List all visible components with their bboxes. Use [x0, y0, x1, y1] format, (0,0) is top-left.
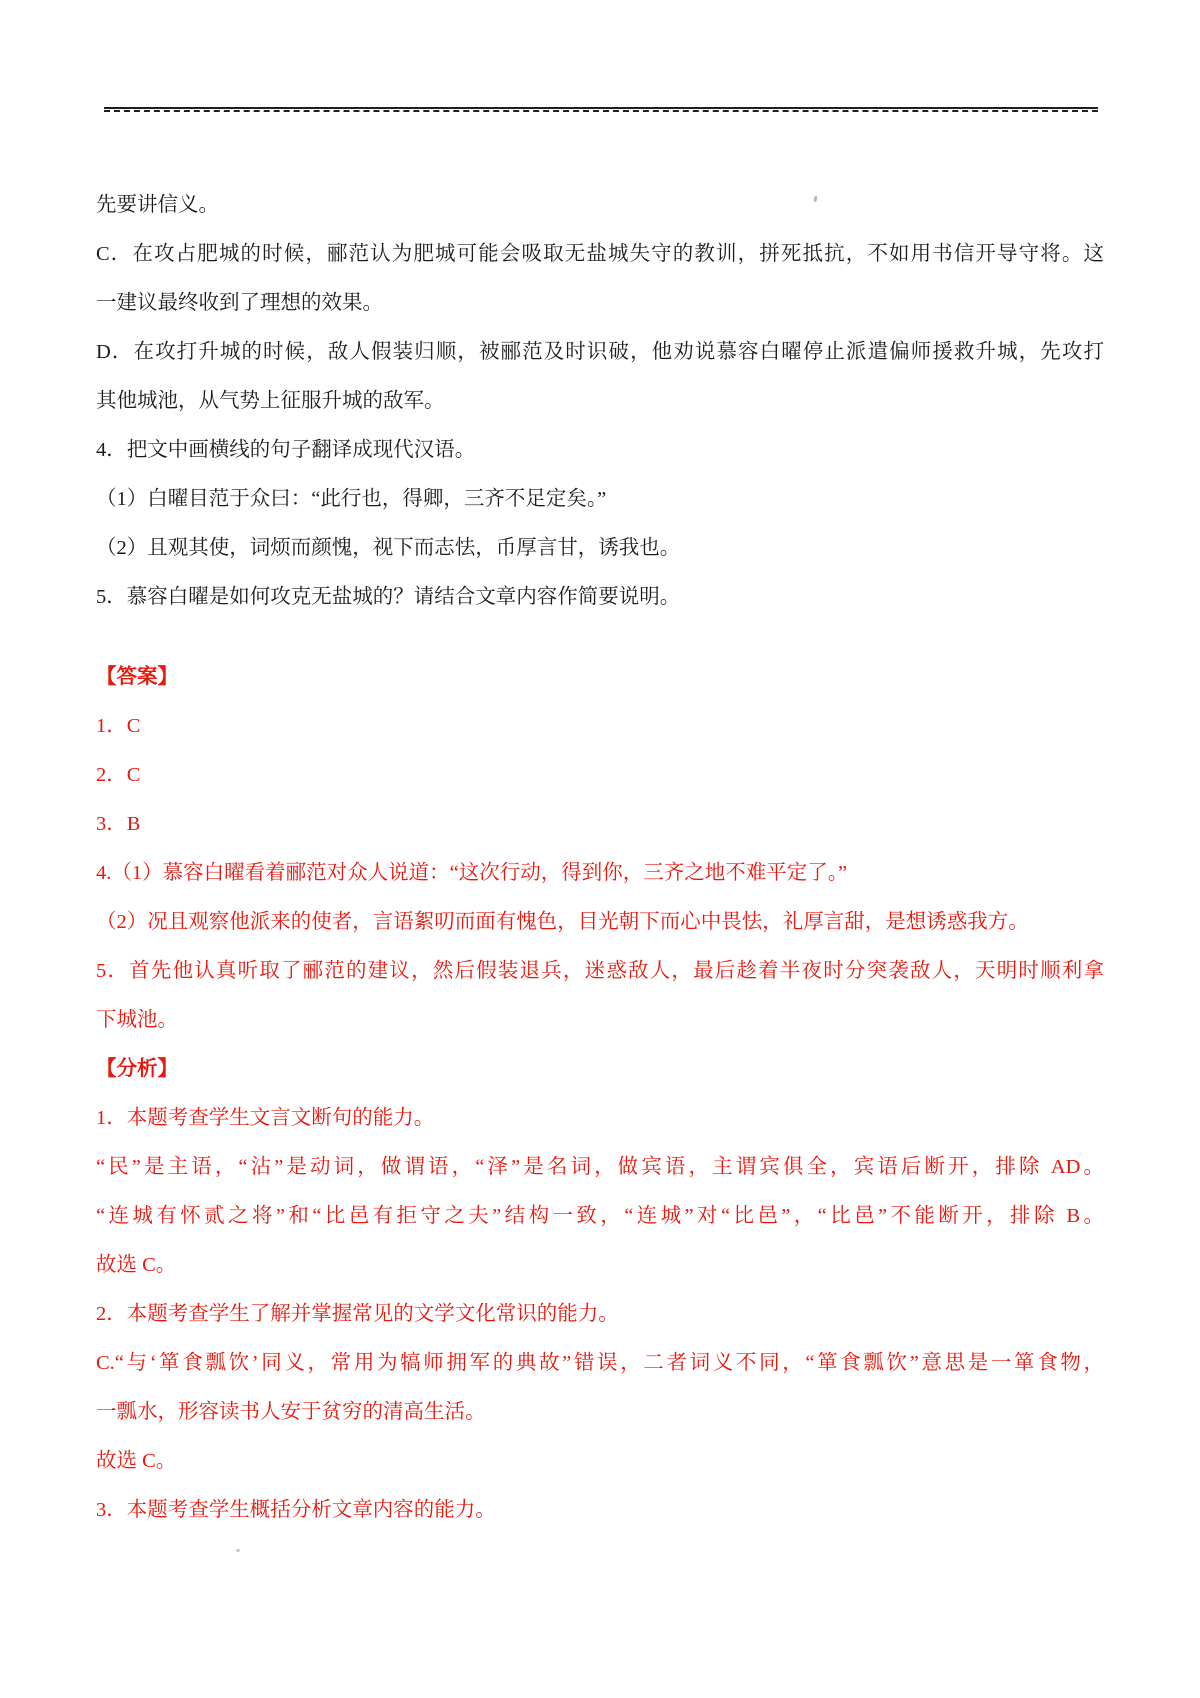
analysis-2-title: 2．本题考查学生了解并掌握常见的文学文化常识的能力。 — [96, 1303, 619, 1325]
analysis-1-title: 1．本题考查学生文言文断句的能力。 — [96, 1107, 435, 1129]
analysis-1-conclusion: 故选 C。 — [96, 1254, 177, 1276]
analysis-1-line2: “连城有怀贰之将”和“比邑有拒守之夫”结构一致，“连城”对“比邑”，“比邑”不能断开，排除 B。 — [96, 1205, 1104, 1227]
page-header-rule — [104, 107, 1098, 112]
analysis-2-line1: C.“与‘箪食瓢饮’同义，常用为犒师拥军的典故”错误，二者词义不同，“箪食瓢饮”意思是一箪食物， — [96, 1352, 1104, 1374]
option-c-line2: 一建议最终收到了理想的效果。 — [96, 292, 383, 314]
option-c-line1: C．在攻占肥城的时候，郦范认为肥城可能会吸取无盐城失守的教训，拼死抵抗，不如用书信开导守将。这 — [96, 243, 1104, 265]
option-d-line2: 其他城池，从气势上征服升城的敌军。 — [96, 390, 445, 412]
answer-2: 2．C — [96, 764, 141, 786]
scan-artifact-dot — [236, 1549, 240, 1552]
analysis-2-line2: 一瓢水，形容读书人安于贫穷的清高生活。 — [96, 1401, 486, 1423]
option-b-tail: 先要讲信义。 — [96, 194, 219, 216]
question-4-sub2: （2）且观其使，词烦而颜愧，视下而志怯，币厚言甘，诱我也。 — [96, 537, 681, 559]
option-d-line1: D．在攻打升城的时候，敌人假装归顺，被郦范及时识破，他劝说慕容白曜停止派遣偏师援救升城，先攻打 — [96, 341, 1104, 363]
analysis-1-line1: “民”是主语，“沾”是动词，做谓语，“泽”是名词，做宾语，主谓宾俱全，宾语后断开，排除 AD。 — [96, 1156, 1104, 1178]
answer-4-part2: （2）况且观察他派来的使者，言语絮叨而面有愧色，目光朝下而心中畏怯，礼厚言甜，是想诱惑我方。 — [96, 911, 1029, 933]
answer-4-part1: 4.（1）慕容白曜看着郦范对众人说道：“这次行动，得到你，三齐之地不难平定了。” — [96, 862, 848, 884]
question-4: 4．把文中画横线的句子翻译成现代汉语。 — [96, 439, 476, 461]
analysis-3-title: 3．本题考查学生概括分析文章内容的能力。 — [96, 1499, 496, 1521]
document-body — [96, 181, 1104, 1535]
answers-heading: 【答案】 — [96, 666, 178, 688]
question-5: 5．慕容白曜是如何攻克无盐城的？请结合文章内容作简要说明。 — [96, 586, 681, 608]
analysis-heading: 【分析】 — [96, 1058, 178, 1080]
answer-1: 1．C — [96, 715, 141, 737]
answer-5-line1: 5．首先他认真听取了郦范的建议，然后假装退兵，迷惑敌人，最后趁着半夜时分突袭敌人，天明时顺利拿 — [96, 960, 1104, 982]
analysis-2-conclusion: 故选 C。 — [96, 1450, 177, 1472]
question-4-sub1: （1）白曜目范于众曰：“此行也，得卿，三齐不足定矣。” — [96, 488, 607, 510]
answer-5-line2: 下城池。 — [96, 1009, 178, 1031]
answer-3: 3．B — [96, 813, 141, 835]
